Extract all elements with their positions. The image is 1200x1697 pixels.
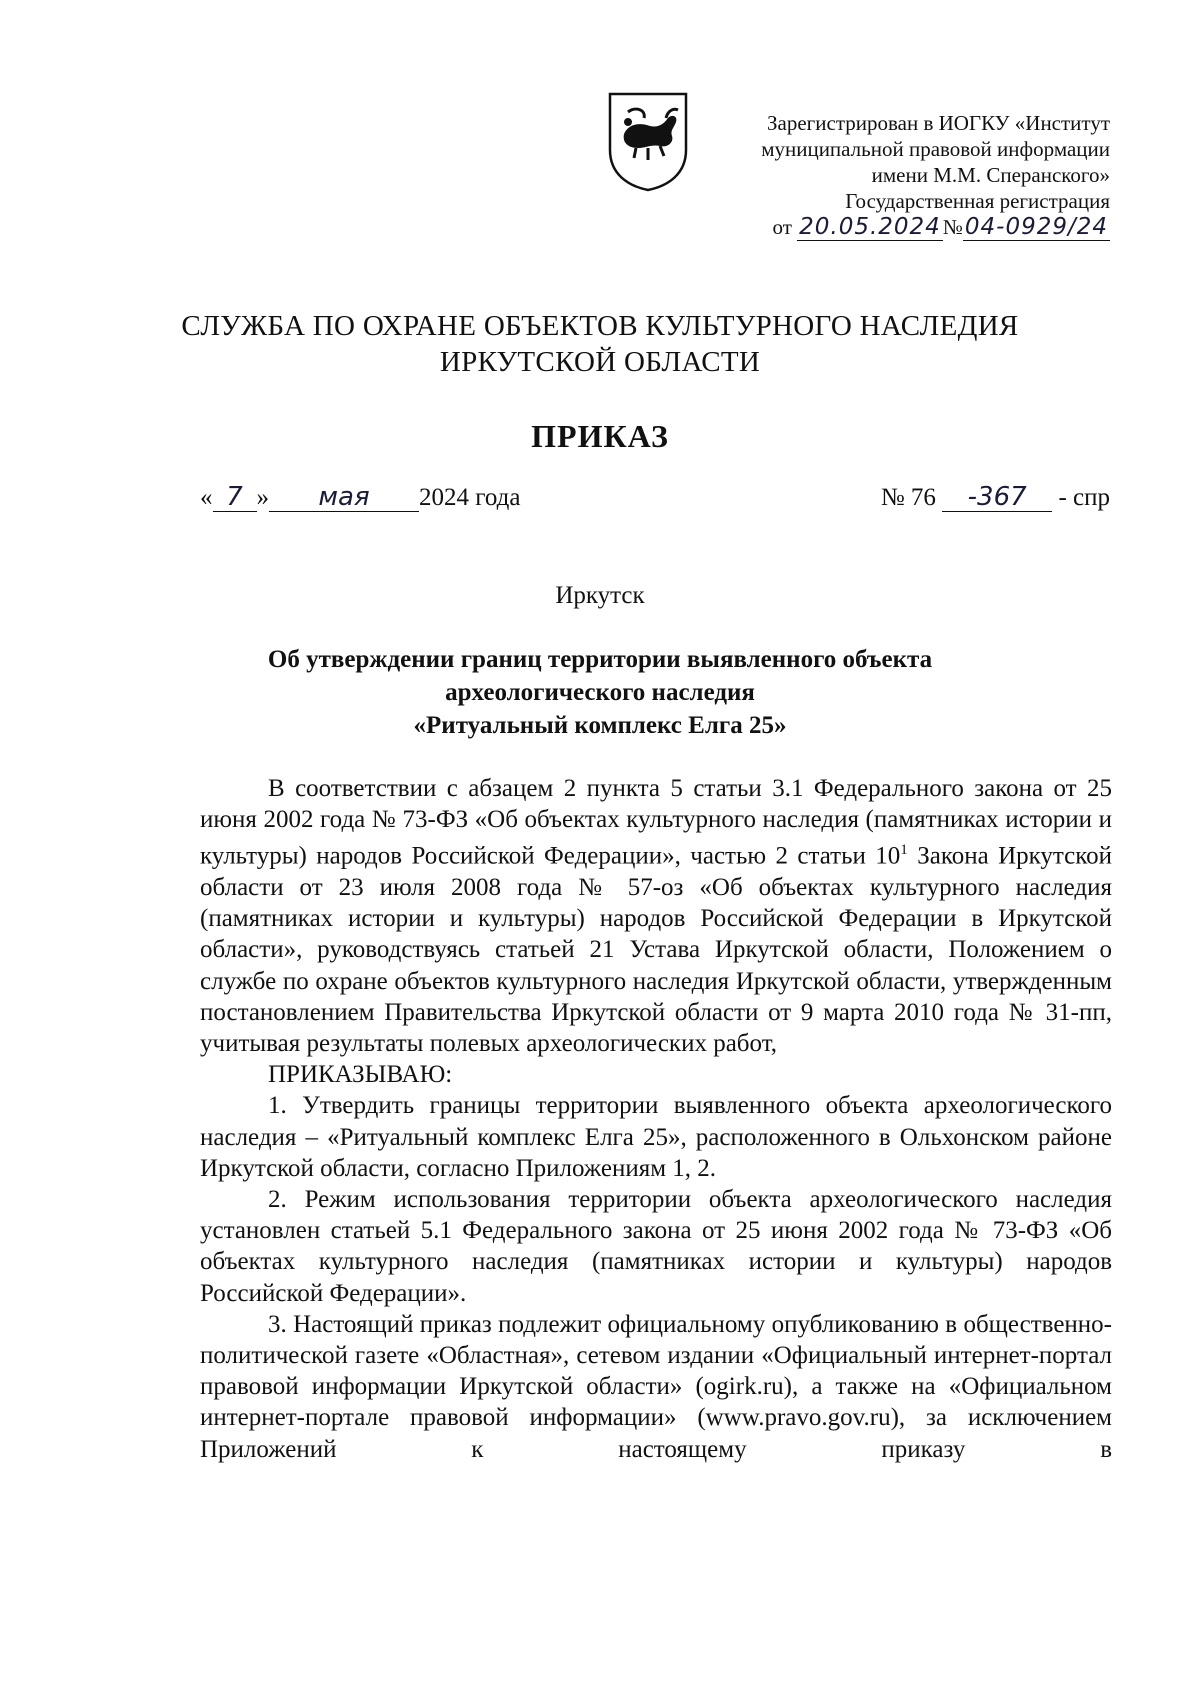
- number-prefix: № 76: [880, 484, 936, 511]
- city-name: Иркутск: [555, 582, 645, 609]
- registration-line-2: муниципальной правовой информации: [761, 137, 1110, 161]
- date-close-quote: »: [256, 484, 269, 511]
- number-handwritten: -367: [942, 483, 1052, 512]
- document-title: [0, 643, 1200, 742]
- organization-name: [0, 308, 1200, 380]
- registration-line-3: имени М.М. Сперанского»: [871, 163, 1110, 187]
- title-line-2: археологического наследия: [445, 679, 755, 706]
- registration-line-5: [680, 214, 1110, 240]
- order-word: ПРИКАЗЫВАЮ:: [268, 1061, 453, 1089]
- number-suffix: - спр: [1058, 484, 1110, 511]
- registration-stamp: [680, 110, 1110, 240]
- date-day-handwritten: 7: [213, 483, 257, 512]
- registration-date-handwritten: 20.05.2024: [799, 214, 941, 240]
- document-date: [200, 483, 520, 512]
- registration-number-label: №: [942, 215, 963, 239]
- order-item-3: 3. Настоящий приказ подлежит официальному опубликованию в общественно-политической газете «Областная», сетевом издании «Официальный интернет-портал правовой информации Иркутской области» (ogirk.ru), а также на «Официальном интернет-портале правовой информации» (www.pravo.gov.ru), за исключением Приложений к настоящему приказу в: [200, 1310, 1112, 1463]
- preamble-text-b: Закона Иркутской области от 23 июля 2008 года № 57-оз «Об объектах культурного наследия (памятниках истории и культуры) народов Российской Федерации в Иркутской области», руководствуясь статьей 21 Устава Иркутской области, Положением о службе по охране объектов культурного наследия Иркутской области, утвержденным постановлением Правительства Иркутской области от 9 марта 2010 года № 31-пп, учитывая результаты полевых археологических работ,: [200, 842, 1113, 1057]
- organization-line-2: ИРКУТСКОЙ ОБЛАСТИ: [439, 346, 761, 378]
- order-item-2: 2. Режим использования территории объекта археологического наследия установлен статьей 5.1 Федерального закона от 25 июня 2002 года № 73-ФЗ «Об объектах культурного наследия (памятниках истории и культуры) народов Российской Федерации».: [200, 1185, 1112, 1307]
- title-line-3: «Ритуальный комплекс Елга 25»: [413, 712, 787, 739]
- organization-line-1: СЛУЖБА ПО ОХРАНЕ ОБЪЕКТОВ КУЛЬТУРНОГО НАСЛЕДИЯ: [181, 310, 1019, 342]
- preamble-paragraph: [200, 773, 1112, 1059]
- date-open-quote: «: [200, 484, 213, 511]
- document-type: ПРИКАЗ: [531, 418, 669, 454]
- date-number-line: [200, 483, 1110, 523]
- title-line-1: Об утверждении границ территории выявленного объекта: [267, 646, 933, 673]
- registration-line-1: Зарегистрирован в ИОГКУ «Институт: [766, 111, 1110, 135]
- preamble-superscript: 1: [900, 842, 908, 859]
- order-item-1: 1. Утвердить границы территории выявленного объекта археологического наследия – «Ритуальный комплекс Елга 25», расположенного в Ольхонском районе Иркутской области, согласно Приложениям 1, 2.: [200, 1092, 1112, 1182]
- document-number: [881, 483, 1110, 512]
- registration-number-handwritten: 04-0929/24: [964, 214, 1108, 240]
- preamble-text-a: В соответствии с абзацем 2 пункта 5 статьи 3.1 Федерального закона от 25 июня 2002 года № 73-ФЗ «Об объектах культурного наследия (памятниках истории и культуры) народов Российской Федерации», частью 2 статьи 10: [200, 775, 1112, 870]
- document-body: [200, 773, 1112, 1465]
- date-month-handwritten: мая: [269, 483, 419, 512]
- date-year-text: 2024 года: [419, 484, 521, 511]
- registration-line-4: Государственная регистрация: [845, 189, 1110, 213]
- registration-from-label: от: [772, 215, 792, 239]
- coat-of-arms-icon: [606, 88, 690, 192]
